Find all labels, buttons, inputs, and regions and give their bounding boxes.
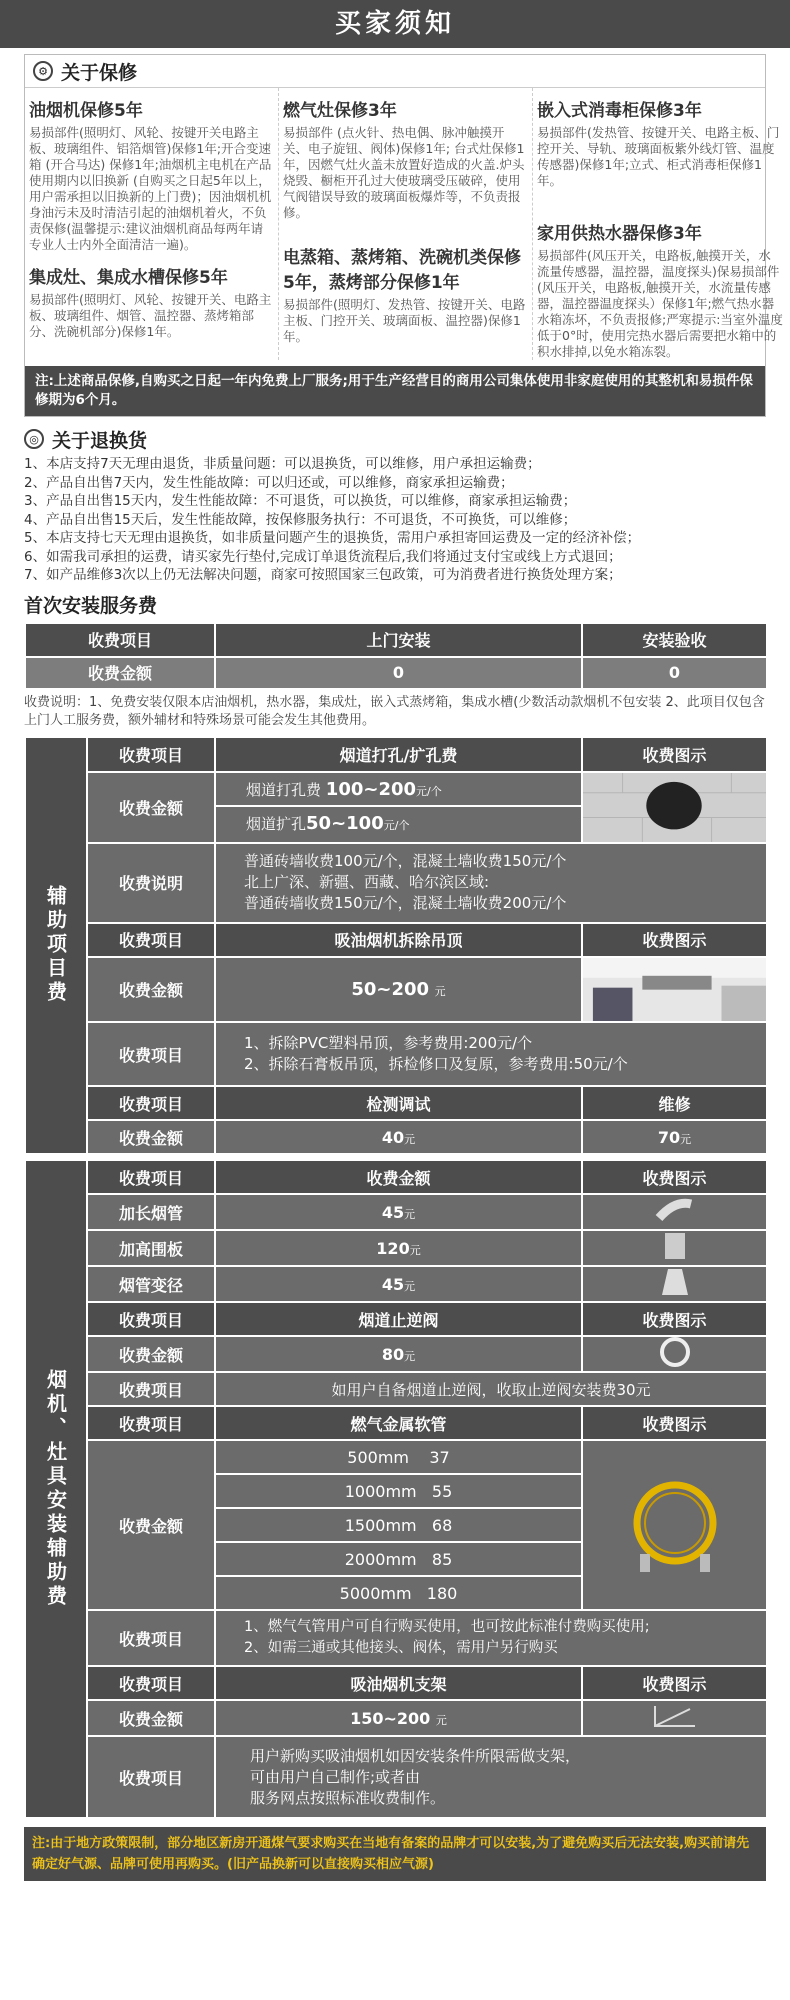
hood-label: 收费项目 (87, 1610, 215, 1666)
hole-desc-line: 普通砖墙收费100元/个，混凝土墙收费150元/个 (244, 852, 567, 871)
aux-label: 收费项目 (87, 923, 215, 957)
bracket-desc (215, 1736, 767, 1818)
returns-list (24, 455, 766, 585)
unit: 元/个 (416, 785, 442, 799)
ceiling-desc-line: 2、拆除石膏板吊顶，拆检修口及复原，参考费用:50元/个 (244, 1055, 628, 1074)
returns-line: 1、本店支持7天无理由退货，非质量问题：可以退换货，可以维修，用户承担运输费； (24, 456, 541, 472)
warranty-grid (25, 87, 783, 360)
unit: 元 (434, 984, 446, 998)
install-heading: 首次安装服务费 (24, 594, 158, 617)
duct-image (582, 1194, 767, 1230)
hood-amount-header: 收费金额 (215, 1160, 582, 1194)
warranty-desc: 易损部件 (点火针、热电偶、脉冲触摸开关、电子旋钮、阀体)保修1年; 台式灶保修1年，因燃气灶火盖未放置好造成的火盖.炉头烧毁、橱柜开孔过大使玻璃受压破碎，使用气阀错误导致的玻璃面板爆炸等，不负责报修。 (283, 125, 525, 220)
install-header-door: 上门安装 (215, 623, 582, 657)
warranty-section (24, 54, 783, 417)
hole-value: 50~100 (306, 813, 384, 835)
hood-item-name: 加长烟管 (87, 1194, 215, 1230)
hood-item-value: 45 (381, 1274, 405, 1294)
hood-item-amount (215, 1230, 582, 1266)
page-banner: 买家须知 (0, 0, 790, 48)
returns-heading-text: 关于退换货 (52, 429, 148, 452)
hood-label: 收费项目 (87, 1406, 215, 1440)
install-table (24, 622, 768, 690)
hood-item-amount (215, 1194, 582, 1230)
hood-item-name: 加高围板 (87, 1230, 215, 1266)
hood-pic-label: 收费图示 (582, 1406, 767, 1440)
bracket-desc-line: 服务网点按照标准收费制作。 (250, 1788, 446, 1807)
warranty-col-2 (279, 88, 533, 360)
unit: 元 (404, 1349, 416, 1363)
aux-pic-label: 收费图示 (582, 923, 767, 957)
test-value: 40 (381, 1127, 405, 1147)
returns-line: 2、产品自出售7天内，发生性能故障：可以归还或，可以维修，商家承担运输费； (24, 474, 514, 491)
warranty-desc: 易损部件(发热管、按键开关、电路主板、门控开关、导轨、玻璃面板紫外线灯管、温度传感器)保修1年;立式、柜式消毒柜保修1年。 (537, 125, 780, 188)
aux-label: 收费金额 (87, 1120, 215, 1154)
unit: 元 (409, 1243, 421, 1257)
returns-line: 3、产品自出售15天内，发生性能故障：不可退货，可以换货，可以维修，商家承担运输费； (24, 493, 577, 509)
hole-desc (215, 843, 767, 923)
ceiling-title: 吸油烟机拆除吊顶 (215, 923, 582, 957)
aux-label: 收费金额 (87, 772, 215, 843)
hood-item-amount (215, 1266, 582, 1302)
unit: 元 (404, 1132, 416, 1146)
hole-label: 烟道打孔费 (246, 781, 322, 800)
hood-label: 收费项目 (87, 1160, 215, 1194)
bracket-value: 150~200 (350, 1708, 431, 1728)
warranty-title: 集成灶、集成水槽保修5年 (29, 268, 228, 288)
hose-title: 燃气金属软管 (215, 1406, 582, 1440)
unit: 元 (435, 1713, 447, 1727)
hose-desc (215, 1610, 767, 1666)
gear-icon: ⚙ (33, 61, 53, 81)
aux-side-label: 辅助项目费 (25, 737, 87, 1155)
hood-table (24, 1159, 768, 1819)
hole-image (582, 772, 767, 843)
warranty-title: 电蒸箱、蒸烤箱、洗碗机类保修5年，蒸烤部分保修1年 (283, 248, 521, 293)
warranty-note: 注:上述商品保修,自购买之日起一年内免费上厂服务;用于生产经营目的商用公司集体使用非家庭使用的其整机和易损件保修期为6个月。 (25, 366, 765, 416)
cover-panel-icon (660, 1231, 690, 1261)
warranty-desc: 易损部件(照明灯、风轮、按键开关、电路主板、玻璃组件、烟管、温控器、蒸烤箱部分、洗碗机部分)保修1年。 (29, 292, 272, 339)
valve-amount (215, 1336, 582, 1372)
hose-option: 500mm 37 (215, 1440, 582, 1474)
warranty-title: 燃气灶保修3年 (283, 101, 397, 121)
warranty-title: 油烟机保修5年 (29, 101, 143, 121)
warranty-heading (33, 55, 765, 87)
wall-hole-icon (583, 773, 766, 842)
hood-label: 收费项目 (87, 1736, 215, 1818)
bracket-amount (215, 1700, 582, 1736)
valve-image (582, 1336, 767, 1372)
repair-amount (582, 1120, 767, 1154)
hood-item-value: 45 (381, 1202, 405, 1222)
bracket-desc-line: 用户新购买吸油烟机如因安装条件所限需做支架， (250, 1746, 581, 1765)
hose-option: 1000mm 55 (215, 1474, 582, 1508)
bracket-title: 吸油烟机支架 (215, 1666, 582, 1700)
hose-image (582, 1440, 767, 1610)
aux-label: 收费金额 (87, 957, 215, 1022)
hose-desc-line: 1、燃气气管用户可自行购买使用，也可按此标准付费购买使用; (244, 1619, 650, 1636)
ceiling-value: 50~200 (351, 978, 430, 1000)
install-header-accept: 安装验收 (582, 623, 767, 657)
hood-side-label: 烟机、灶具安装辅助费 (25, 1160, 87, 1818)
aux-label: 收费项目 (87, 1086, 215, 1120)
test-title: 检测调试 (215, 1086, 582, 1120)
hole-row (216, 807, 581, 841)
bracket-image (582, 1700, 767, 1736)
hole-desc-line: 普通砖墙收费150元/个，混凝土墙收费200元/个 (244, 894, 567, 913)
reducer-icon (658, 1267, 692, 1297)
ceiling-desc (215, 1022, 767, 1086)
footer-note: 注:由于地方政策限制，部分地区新房开通煤气要求购买在当地有备案的品牌才可以安装,为了避免购买后无法安装,购买前请先确定好气源、品牌可使用再购买。(旧产品换新可以直接购买相应气源) (24, 1827, 766, 1881)
warranty-col-1 (25, 88, 279, 360)
hood-label: 收费金额 (87, 1440, 215, 1610)
hole-title: 烟道打孔/扩孔费 (215, 737, 582, 772)
hole-row (216, 773, 581, 807)
hood-pic-label: 收费图示 (582, 1302, 767, 1336)
warranty-col-3 (533, 88, 787, 360)
repair-title: 维修 (582, 1086, 767, 1120)
unit: 元 (404, 1279, 416, 1293)
valve-value: 80 (381, 1344, 405, 1364)
install-header-item: 收费项目 (25, 623, 215, 657)
repair-value: 70 (657, 1127, 681, 1147)
install-door-value: 0 (215, 657, 582, 689)
returns-line: 6、如需我司承担的运费，请买家先行垫付,完成订单退货流程后,我们将通过支付宝或线上方式退回； (24, 548, 622, 565)
hood-pic-label: 收费图示 (582, 1160, 767, 1194)
ceiling-icon (583, 958, 766, 1021)
hose-option: 5000mm 180 (215, 1576, 582, 1610)
unit: 元/个 (383, 819, 410, 833)
warranty-desc: 易损部件(照明灯、风轮、按键开关电路主板、玻璃组件、铝箔烟管)保修1年;开合变速箱 (开合马达) 保修1年;油烟机主电机在产品使用期内以旧换新 (自购买之日起5年以上，用户需承担以旧换新的上门费)；因油烟机机身油污未及时清洁引起的油烟机着火，不负责保修(温馨提示:建议油烟机商品每两年请专业人士内外全面清洁一遍)。 (29, 125, 272, 252)
install-accept-value: 0 (582, 657, 767, 689)
valve-title: 烟道止逆阀 (215, 1302, 582, 1336)
bracket-desc-line: 可由用户自己制作;或者由 (250, 1767, 421, 1786)
aux-label: 收费项目 (87, 737, 215, 772)
returns-line: 5、本店支持七天无理由退换货，如非质量问题产生的退换货，需用户承担寄回运费及一定的经济补偿； (24, 530, 641, 546)
unit: 元 (680, 1132, 692, 1146)
valve-note: 如用户自备烟道止逆阀，收取止逆阀安装费30元 (215, 1372, 767, 1406)
install-row-label: 收费金额 (25, 657, 215, 689)
bracket-icon (650, 1701, 700, 1731)
aux-pic-label: 收费图示 (582, 737, 767, 772)
hood-label: 收费金额 (87, 1700, 215, 1736)
return-icon: ◎ (24, 429, 44, 449)
reducer-image (582, 1266, 767, 1302)
warranty-title: 家用供热水器保修3年 (537, 224, 702, 244)
hood-label: 收费金额 (87, 1336, 215, 1372)
warranty-heading-text: 关于保修 (61, 61, 138, 84)
hood-pic-label: 收费图示 (582, 1666, 767, 1700)
hood-label: 收费项目 (87, 1372, 215, 1406)
unit: 元 (404, 1207, 416, 1221)
hood-item-value: 120 (376, 1238, 410, 1258)
hole-amount-cell (215, 772, 582, 843)
test-amount (215, 1120, 582, 1154)
returns-line: 7、如产品维修3次以上仍无法解决问题，商家可按照国家三包政策，可为消费者进行换货处理方案； (24, 567, 622, 583)
panel-image (582, 1230, 767, 1266)
hood-label: 收费项目 (87, 1302, 215, 1336)
flex-duct-icon (655, 1196, 695, 1224)
check-valve-icon (659, 1337, 691, 1367)
ceiling-image (582, 957, 767, 1022)
hood-item-name: 烟管变径 (87, 1266, 215, 1302)
aux-label: 收费说明 (87, 843, 215, 923)
ceiling-amount (215, 957, 582, 1022)
hood-label: 收费项目 (87, 1666, 215, 1700)
returns-heading (24, 423, 766, 455)
install-fee-note: 收费说明：1、免费安装仅限本店油烟机，热水器，集成灶，嵌入式蒸烤箱，集成水槽(少数活动款烟机不包安装 2、此项目仅包含上门人工服务费，额外辅材和特殊场景可能会发生其他费用。 (24, 694, 765, 728)
hole-desc-line: 北上广深、新疆、西藏、哈尔滨区域: (244, 873, 490, 892)
ceiling-desc-line: 1、拆除PVC塑料吊顶，参考费用:200元/个 (244, 1034, 533, 1053)
aux-label: 收费项目 (87, 1022, 215, 1086)
hose-option: 2000mm 85 (215, 1542, 582, 1576)
aux-table (24, 736, 768, 1156)
returns-line: 4、产品自出售15天后，发生性能故障，按保修服务执行：不可退货，不可换货，可以维修； (24, 511, 577, 528)
warranty-desc: 易损部件(风压开关，电路板,触摸开关，水流量传感器，温控器，温度探头)保易损部件(风压开关，电路板,触摸开关，水流量传感器，温控器温度探头）保修1年;燃气热水器水箱冻坏，不负责报修;严寒提示:当室外温度低于0°时，使用完热水器后需要把水箱中的积水排掉,以免水箱冻裂。 (537, 248, 783, 359)
warranty-desc: 易损部件(照明灯、发热管、按键开关、电路主板、门控开关、玻璃面板、温控器)保修1年。 (283, 297, 526, 344)
hole-value: 100~200 (325, 779, 417, 801)
hose-desc-line: 2、如需三通或其他接头、阀体，需用户另行购买 (244, 1640, 558, 1657)
gas-hose-icon (620, 1468, 730, 1578)
warranty-title: 嵌入式消毒柜保修3年 (537, 101, 702, 121)
hose-option: 1500mm 68 (215, 1508, 582, 1542)
hole-label: 烟道扩孔 (246, 815, 307, 834)
